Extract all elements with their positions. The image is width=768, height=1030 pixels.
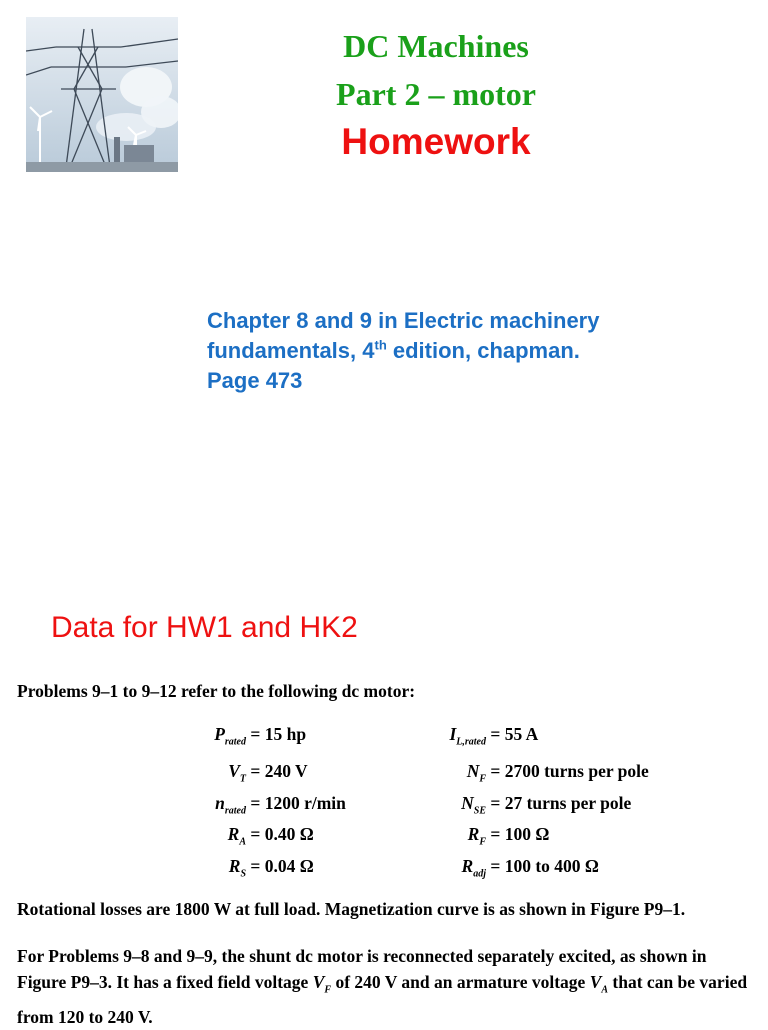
reference-line-1: Chapter 8 and 9 in Electric machinery (207, 308, 600, 333)
title-homework: Homework (341, 121, 531, 162)
reference-line-2a: fundamentals, 4 (207, 338, 375, 363)
rotational-losses-text: Rotational losses are 1800 W at full load. Magnetization curve is as shown in Figure P9–1. (17, 899, 686, 919)
spec-p-rated: $P_{rated} = 15$ hp (214, 724, 307, 748)
problem-intro: Problems 9–1 to 9–12 refer to the following dc motor: (17, 681, 416, 701)
reference-sup: th (374, 337, 387, 353)
spec-r-a: $R_A = 0.40$ Ω (227, 824, 314, 848)
spec-n-f: $N_F = 2700$ turns per pole (466, 761, 649, 785)
reference-line-2 (207, 336, 727, 366)
title-line-1: DC Machines (343, 28, 529, 64)
spec-v-t: $V_T = 240$ V (228, 761, 308, 785)
reference-line-2b: edition, chapman. (386, 338, 580, 363)
spec-i-l-rated: $I_{L,rated} = 55$ A (449, 724, 539, 748)
spec-r-f: $R_F = 100$ Ω (467, 824, 550, 848)
title-line-2: Part 2 – motor (336, 76, 536, 112)
power-pylon-windmill-icon (26, 17, 178, 172)
chapter-reference (207, 306, 727, 396)
spec-r-s: $R_S = 0.04$ Ω (228, 856, 314, 880)
shunt-motor-text: For Problems 9–8 and 9–9, the shunt dc motor is reconnected separately excited, as shown in Figure P9–3. It has a fixed field voltage $V_F$ of 240 V and an armature voltage $V_A$ that can be varied from 120 to 240 V. (17, 946, 748, 1027)
reference-line-3: Page 473 (207, 368, 303, 393)
data-heading: Data for HW1 and HK2 (51, 611, 358, 644)
spec-n-se: $N_{SE} = 27$ turns per pole (461, 793, 632, 817)
spec-r-adj: $R_{adj} = 100$ to 400 Ω (461, 856, 599, 880)
spec-n-rated: $n_{rated} = 1200$ r/min (215, 793, 346, 817)
